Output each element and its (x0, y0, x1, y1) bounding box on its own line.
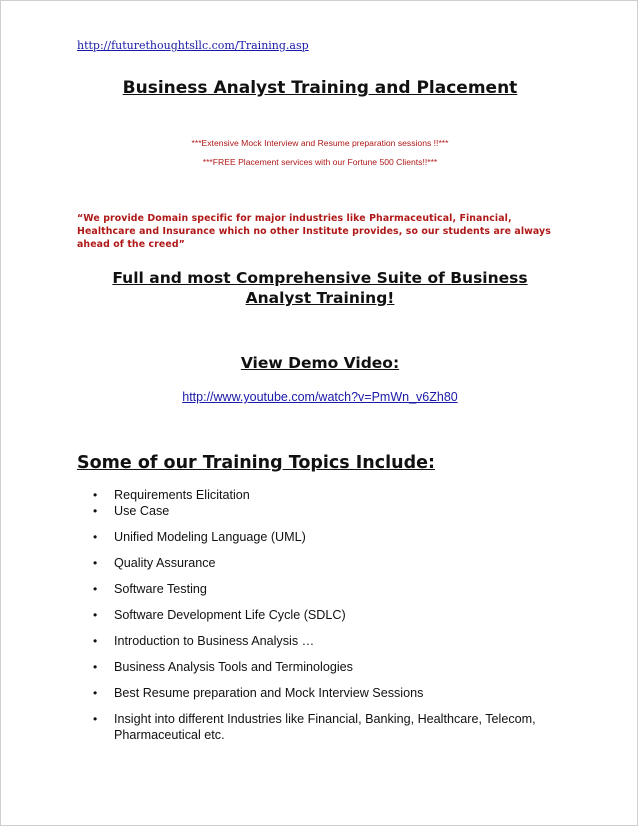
topic-item (93, 711, 563, 743)
bullet-icon: • (93, 504, 98, 518)
topic-item (93, 633, 563, 649)
topic-text: Unified Modeling Language (UML) (114, 530, 306, 544)
bullet-icon: • (93, 608, 98, 622)
topic-item (93, 529, 563, 545)
demo-heading: View Demo Video: (240, 354, 400, 372)
bullet-icon: • (93, 582, 98, 596)
topic-text: Software Development Life Cycle (SDLC) (114, 608, 346, 622)
bullet-icon: • (93, 712, 98, 726)
topic-item (93, 487, 563, 503)
topic-text: Business Analysis Tools and Terminologies (114, 660, 353, 674)
bullet-icon: • (93, 530, 98, 544)
bullet-icon: • (93, 634, 98, 648)
demo-video-link[interactable]: http://www.youtube.com/watch?v=PmWn_v6Zh80 (182, 390, 458, 404)
topic-text: Use Case (114, 504, 170, 518)
topic-text: Best Resume preparation and Mock Interview Sessions (114, 686, 424, 700)
topic-text: Introduction to Business Analysis … (114, 634, 315, 648)
topic-item (93, 581, 563, 597)
bullet-icon: • (93, 488, 98, 502)
source-url-link[interactable]: http://futurethoughtsllc.com/Training.asp (77, 39, 309, 52)
promo-free-placement: ***FREE Placement services with our Fortune 500 Clients!!*** (202, 157, 438, 167)
suite-heading-line1: Full and most Comprehensive Suite of Business (112, 269, 528, 287)
bullet-icon: • (93, 660, 98, 674)
topic-item (93, 659, 563, 675)
page-title: Business Analyst Training and Placement (122, 78, 518, 98)
topic-item (93, 503, 563, 519)
topics-heading: Some of our Training Topics Include: (77, 453, 435, 473)
topic-item (93, 685, 563, 701)
topic-text: Insight into different Industries like Financial, Banking, Healthcare, Telecom, Pharmaceutical etc. (114, 712, 536, 742)
topic-item (93, 607, 563, 623)
topic-text: Software Testing (114, 582, 207, 596)
domain-quote: “We provide Domain specific for major industries like Pharmaceutical, Financial, Healthcare and Insurance which no other Institute provides, so our students are always ahead of the creed” (77, 213, 551, 250)
bullet-icon: • (93, 686, 98, 700)
bullet-icon: • (93, 556, 98, 570)
suite-heading-line2: Analyst Training! (245, 289, 395, 307)
topic-item (93, 555, 563, 571)
topic-text: Quality Assurance (114, 556, 216, 570)
promo-mock-interview: ***Extensive Mock Interview and Resume preparation sessions !!*** (191, 138, 449, 148)
topic-text: Requirements Elicitation (114, 488, 250, 502)
